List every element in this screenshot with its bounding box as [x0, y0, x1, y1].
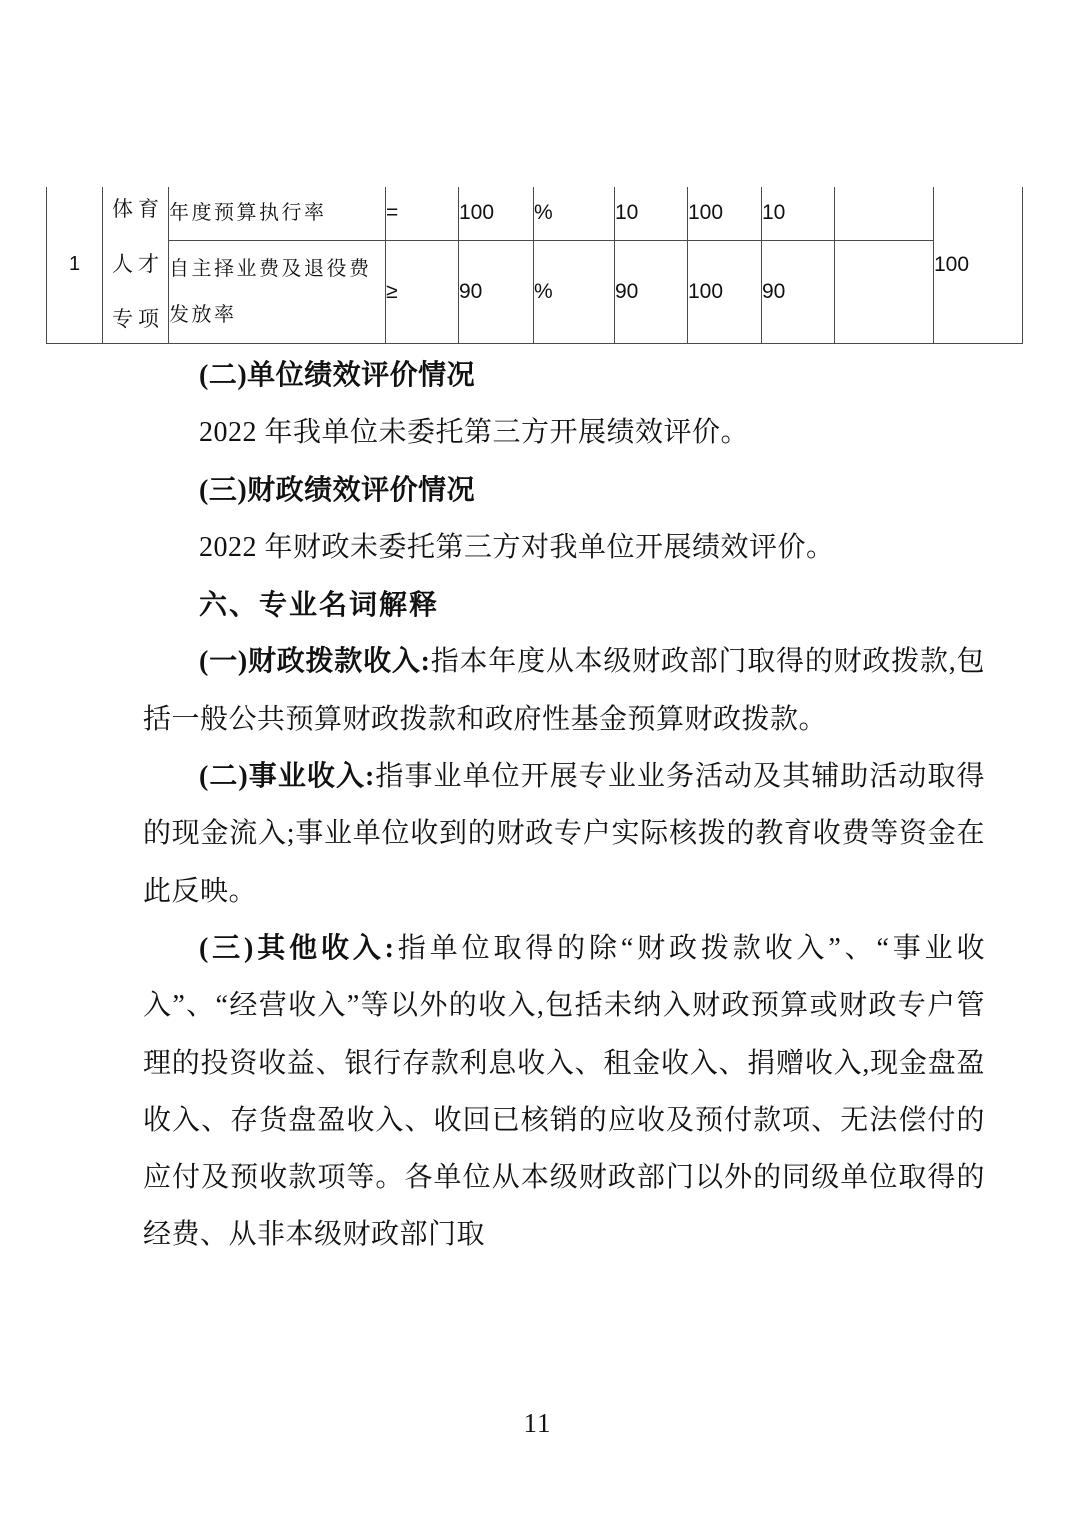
- project-name-line: 人才: [112, 251, 164, 276]
- total-score-cell: 100: [934, 187, 1023, 343]
- project-name-line: 专项: [112, 306, 164, 331]
- paragraph-unit-evaluation: 2022 年我单位未委托第三方开展绩效评价。: [199, 417, 750, 449]
- term-paragraph-other-income: [143, 920, 985, 1264]
- paragraph-fiscal-evaluation: 2022 年财政未委托第三方对我单位开展绩效评价。: [199, 531, 835, 563]
- note-cell: [835, 240, 934, 343]
- operator-cell: ≥: [386, 240, 459, 343]
- project-name-cell: [103, 187, 169, 343]
- sequence-number-cell: 1: [47, 187, 103, 343]
- term-text: 指本年度从本级财政部门取得的财政拨款,包括一般公共预算财政拨款和政府性基金预算财政拨款。: [143, 646, 985, 735]
- weight-cell: 10: [615, 187, 688, 240]
- indicator-name-cell: 自主择业费及退役费发放率: [169, 240, 386, 343]
- document-body: [143, 347, 985, 1264]
- actual-value-cell: 100: [688, 187, 762, 240]
- term-paragraph-operating-income: [143, 748, 985, 920]
- unit-cell: %: [534, 240, 615, 343]
- section-heading-glossary: 六、专业名词解释: [199, 589, 440, 621]
- section-heading-unit-evaluation: (二)单位绩效评价情况: [199, 360, 476, 391]
- project-name-line: 体育: [112, 196, 164, 221]
- weight-cell: 90: [615, 240, 688, 343]
- page-number: 11: [523, 1408, 552, 1438]
- actual-value-cell: 100: [688, 240, 762, 343]
- unit-cell: %: [534, 187, 615, 240]
- operator-cell: =: [386, 187, 459, 240]
- score-cell: 90: [762, 240, 835, 343]
- performance-indicator-table: [46, 187, 1023, 344]
- term-lead: (二)事业收入:: [199, 761, 375, 793]
- project-name-stack: [103, 190, 168, 340]
- indicator-name-cell: 年度预算执行率: [169, 187, 386, 240]
- target-value-cell: 100: [459, 187, 534, 240]
- term-lead: (三)其他收入:: [199, 932, 395, 964]
- note-cell: [835, 187, 934, 240]
- score-cell: 10: [762, 187, 835, 240]
- term-lead: (一)财政拨款收入:: [199, 646, 431, 678]
- section-heading-fiscal-evaluation: (三)财政绩效评价情况: [199, 474, 476, 506]
- term-text: 指事业单位开展专业业务活动及其辅助活动取得的现金流入;事业单位收到的财政专户实际核拨的教育收费等资金在此反映。: [143, 761, 985, 907]
- term-text: 指单位取得的除“财政拨款收入”、“事业收入”、“经营收入”等以外的收入,包括未纳入财政预算或财政专户管理的投资收益、银行存款利息收入、租金收入、捐赠收入,现金盘盈收入、存货盘盈收入、收回已核销的应收及预付款项、无法偿付的应付及预收款项等。各单位从本级财政部门以外的同级单位取得的经费、从非本级财政部门取: [143, 932, 985, 1251]
- target-value-cell: 90: [459, 240, 534, 343]
- term-paragraph-fiscal-appropriation-income: [143, 633, 985, 748]
